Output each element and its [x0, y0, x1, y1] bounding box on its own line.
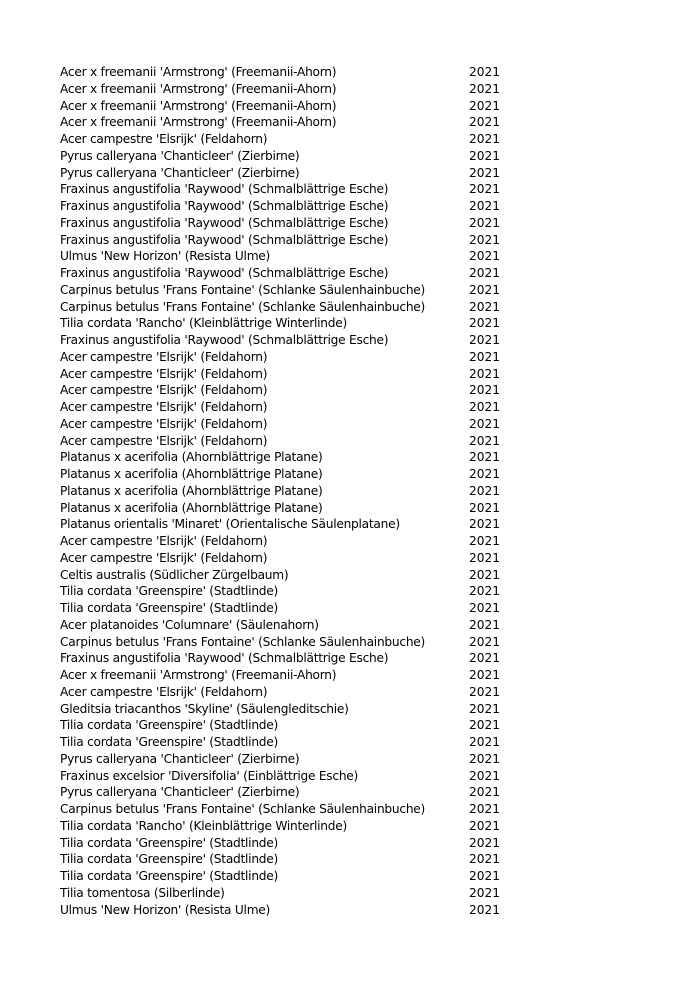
tree-species-cell: Fraxinus angustifolia 'Raywood' (Schmalblättrige Esche) — [60, 232, 389, 247]
planting-year-cell: 2021 — [468, 802, 500, 816]
table-row — [60, 801, 500, 818]
table-row — [60, 332, 500, 349]
tree-species-cell: Acer platanoides 'Columnare' (Säulenahorn) — [60, 617, 319, 632]
planting-year-cell: 2021 — [468, 299, 500, 314]
table-row — [60, 684, 500, 701]
table-row — [60, 600, 500, 617]
planting-year-cell: 2021 — [468, 400, 500, 414]
tree-species-cell: Platanus x acerifolia (Ahornblättrige Platane) — [60, 483, 323, 498]
planting-year-cell: 2021 — [468, 517, 500, 532]
tree-species-cell: Fraxinus angustifolia 'Raywood' (Schmalblättrige Esche) — [60, 199, 389, 213]
tree-species-cell: Tilia cordata 'Greenspire' (Stadtlinde) — [60, 852, 279, 867]
tree-species-cell: Acer campestre 'Elsrijk' (Feldahorn) — [60, 684, 268, 699]
tree-species-cell: Tilia cordata 'Greenspire' (Stadtlinde) — [60, 735, 279, 749]
table-row — [60, 349, 500, 366]
planting-year-cell: 2021 — [468, 500, 500, 515]
tree-species-cell: Pyrus calleryana 'Chanticleer' (Zierbirne) — [60, 751, 300, 766]
table-row — [60, 902, 500, 919]
tree-species-cell: Acer x freemanii 'Armstrong' (Freemanii-Ahorn) — [60, 668, 337, 682]
tree-species-cell: Celtis australis (Südlicher Zürgelbaum) — [60, 567, 289, 582]
planting-year-cell: 2021 — [468, 433, 500, 448]
table-row — [60, 382, 500, 399]
planting-year-cell: 2021 — [468, 316, 500, 331]
planting-year-cell: 2021 — [468, 668, 500, 682]
planting-year-cell: 2021 — [468, 416, 500, 431]
tree-species-cell: Gleditsia triacanthos 'Skyline' (Säulengleditschie) — [60, 701, 349, 716]
planting-year-cell: 2021 — [468, 818, 500, 833]
table-row — [60, 500, 500, 517]
tree-species-cell: Tilia tomentosa (Silberlinde) — [60, 885, 225, 900]
table-row — [60, 433, 500, 450]
planting-year-cell: 2021 — [468, 266, 500, 280]
tree-species-cell: Acer x freemanii 'Armstrong' (Freemanii-Ahorn) — [60, 115, 337, 130]
tree-species-cell: Tilia cordata 'Rancho' (Kleinblättrige Winterlinde) — [60, 818, 348, 833]
table-row — [60, 483, 500, 500]
planting-year-cell: 2021 — [468, 735, 500, 749]
tree-species-cell: Tilia cordata 'Greenspire' (Stadtlinde) — [60, 869, 279, 883]
planting-year-cell: 2021 — [468, 282, 500, 297]
table-row — [60, 416, 500, 433]
planting-year-cell: 2021 — [468, 567, 500, 582]
table-row — [60, 851, 500, 868]
planting-year-cell: 2021 — [468, 132, 500, 146]
planting-year-cell: 2021 — [468, 81, 500, 96]
table-row — [60, 650, 500, 667]
tree-species-cell: Tilia cordata 'Greenspire' (Stadtlinde) — [60, 835, 279, 850]
tree-species-cell: Ulmus 'New Horizon' (Resista Ulme) — [60, 902, 271, 917]
planting-year-cell: 2021 — [468, 634, 500, 649]
tree-species-cell: Tilia cordata 'Greenspire' (Stadtlinde) — [60, 584, 279, 599]
table-row — [60, 165, 500, 182]
tree-species-cell: Fraxinus excelsior 'Diversifolia' (Einblättrige Esche) — [60, 768, 359, 783]
table-row — [60, 768, 500, 785]
tree-species-cell: Acer x freemanii 'Armstrong' (Freemanii-Ahorn) — [60, 98, 337, 113]
tree-species-cell: Fraxinus angustifolia 'Raywood' (Schmalblättrige Esche) — [60, 266, 389, 280]
table-row — [60, 701, 500, 718]
table-row — [60, 215, 500, 232]
table-row — [60, 248, 500, 265]
tree-species-cell: Tilia cordata 'Greenspire' (Stadtlinde) — [60, 718, 279, 733]
table-row — [60, 366, 500, 383]
table-row — [60, 634, 500, 651]
planting-year-cell: 2021 — [468, 701, 500, 716]
tree-species-cell: Platanus x acerifolia (Ahornblättrige Platane) — [60, 467, 323, 481]
tree-species-cell: Acer campestre 'Elsrijk' (Feldahorn) — [60, 416, 268, 431]
table-row — [60, 717, 500, 734]
tree-species-cell: Pyrus calleryana 'Chanticleer' (Zierbirne) — [60, 785, 300, 800]
table-row — [60, 98, 500, 115]
planting-year-cell: 2021 — [468, 768, 500, 783]
tree-species-cell: Platanus x acerifolia (Ahornblättrige Platane) — [60, 450, 323, 465]
tree-species-cell: Acer campestre 'Elsrijk' (Feldahorn) — [60, 383, 268, 398]
planting-year-cell: 2021 — [468, 65, 500, 79]
table-row — [60, 232, 500, 249]
planting-year-cell: 2021 — [468, 785, 500, 800]
tree-species-cell: Acer campestre 'Elsrijk' (Feldahorn) — [60, 349, 268, 364]
tree-species-cell: Platanus x acerifolia (Ahornblättrige Platane) — [60, 500, 323, 515]
table-row — [60, 516, 500, 533]
tree-species-cell: Pyrus calleryana 'Chanticleer' (Zierbirne) — [60, 148, 300, 163]
planting-year-cell: 2021 — [468, 450, 500, 465]
tree-species-cell: Pyrus calleryana 'Chanticleer' (Zierbirne) — [60, 165, 300, 180]
planting-year-cell: 2021 — [468, 467, 500, 481]
table-row — [60, 64, 500, 81]
tree-species-cell: Fraxinus angustifolia 'Raywood' (Schmalblättrige Esche) — [60, 182, 389, 197]
table-row — [60, 282, 500, 299]
planting-year-cell: 2021 — [468, 718, 500, 733]
planting-year-cell: 2021 — [468, 835, 500, 850]
planting-year-cell: 2021 — [468, 617, 500, 632]
table-row — [60, 81, 500, 98]
tree-species-cell: Acer campestre 'Elsrijk' (Feldahorn) — [60, 433, 268, 448]
planting-year-cell: 2021 — [468, 550, 500, 565]
tree-planting-table — [60, 64, 500, 918]
tree-species-cell: Acer campestre 'Elsrijk' (Feldahorn) — [60, 400, 268, 414]
table-row — [60, 784, 500, 801]
table-row — [60, 818, 500, 835]
tree-species-cell: Acer campestre 'Elsrijk' (Feldahorn) — [60, 534, 268, 548]
planting-year-cell: 2021 — [468, 249, 500, 264]
planting-year-cell: 2021 — [468, 534, 500, 548]
tree-species-cell: Acer x freemanii 'Armstrong' (Freemanii-Ahorn) — [60, 65, 337, 79]
table-row — [60, 533, 500, 550]
tree-species-cell: Platanus orientalis 'Minaret' (Orientalische Säulenplatane) — [60, 517, 400, 532]
tree-species-cell: Acer x freemanii 'Armstrong' (Freemanii-Ahorn) — [60, 81, 337, 96]
table-row — [60, 617, 500, 634]
table-row — [60, 114, 500, 131]
table-row — [60, 315, 500, 332]
table-row — [60, 148, 500, 165]
planting-year-cell: 2021 — [468, 349, 500, 364]
tree-species-cell: Carpinus betulus 'Frans Fontaine' (Schlanke Säulenhainbuche) — [60, 802, 426, 816]
planting-year-cell: 2021 — [468, 182, 500, 197]
table-row — [60, 550, 500, 567]
tree-species-cell: Carpinus betulus 'Frans Fontaine' (Schlanke Säulenhainbuche) — [60, 299, 426, 314]
table-row — [60, 583, 500, 600]
tree-species-cell: Fraxinus angustifolia 'Raywood' (Schmalblättrige Esche) — [60, 215, 389, 230]
planting-year-cell: 2021 — [468, 601, 500, 615]
tree-species-cell: Acer campestre 'Elsrijk' (Feldahorn) — [60, 550, 268, 565]
table-row — [60, 567, 500, 584]
tree-table-body — [60, 64, 500, 918]
tree-species-cell: Carpinus betulus 'Frans Fontaine' (Schlanke Säulenhainbuche) — [60, 634, 426, 649]
table-row — [60, 667, 500, 684]
tree-species-cell: Carpinus betulus 'Frans Fontaine' (Schlanke Säulenhainbuche) — [60, 282, 426, 297]
table-row — [60, 265, 500, 282]
planting-year-cell: 2021 — [468, 869, 500, 883]
table-row — [60, 131, 500, 148]
planting-year-cell: 2021 — [468, 366, 500, 381]
planting-year-cell: 2021 — [468, 232, 500, 247]
planting-year-cell: 2021 — [468, 333, 500, 347]
tree-species-cell: Tilia cordata 'Greenspire' (Stadtlinde) — [60, 601, 279, 615]
planting-year-cell: 2021 — [468, 751, 500, 766]
table-row — [60, 299, 500, 316]
planting-year-cell: 2021 — [468, 902, 500, 917]
planting-year-cell: 2021 — [468, 148, 500, 163]
planting-year-cell: 2021 — [468, 584, 500, 599]
table-row — [60, 466, 500, 483]
planting-year-cell: 2021 — [468, 684, 500, 699]
table-row — [60, 868, 500, 885]
planting-year-cell: 2021 — [468, 199, 500, 213]
planting-year-cell: 2021 — [468, 483, 500, 498]
table-row — [60, 181, 500, 198]
tree-species-cell: Ulmus 'New Horizon' (Resista Ulme) — [60, 249, 271, 264]
planting-year-cell: 2021 — [468, 885, 500, 900]
planting-year-cell: 2021 — [468, 98, 500, 113]
table-row — [60, 734, 500, 751]
planting-year-cell: 2021 — [468, 165, 500, 180]
tree-species-cell: Fraxinus angustifolia 'Raywood' (Schmalblättrige Esche) — [60, 651, 389, 666]
table-row — [60, 751, 500, 768]
tree-species-cell: Acer campestre 'Elsrijk' (Feldahorn) — [60, 366, 268, 381]
table-row — [60, 399, 500, 416]
planting-year-cell: 2021 — [468, 852, 500, 867]
planting-year-cell: 2021 — [468, 215, 500, 230]
planting-year-cell: 2021 — [468, 651, 500, 666]
table-row — [60, 885, 500, 902]
table-row — [60, 835, 500, 852]
tree-species-cell: Fraxinus angustifolia 'Raywood' (Schmalblättrige Esche) — [60, 333, 389, 347]
tree-species-cell: Tilia cordata 'Rancho' (Kleinblättrige Winterlinde) — [60, 316, 348, 331]
table-row — [60, 198, 500, 215]
table-row — [60, 449, 500, 466]
planting-year-cell: 2021 — [468, 383, 500, 398]
tree-species-cell: Acer campestre 'Elsrijk' (Feldahorn) — [60, 132, 268, 146]
planting-year-cell: 2021 — [468, 115, 500, 130]
